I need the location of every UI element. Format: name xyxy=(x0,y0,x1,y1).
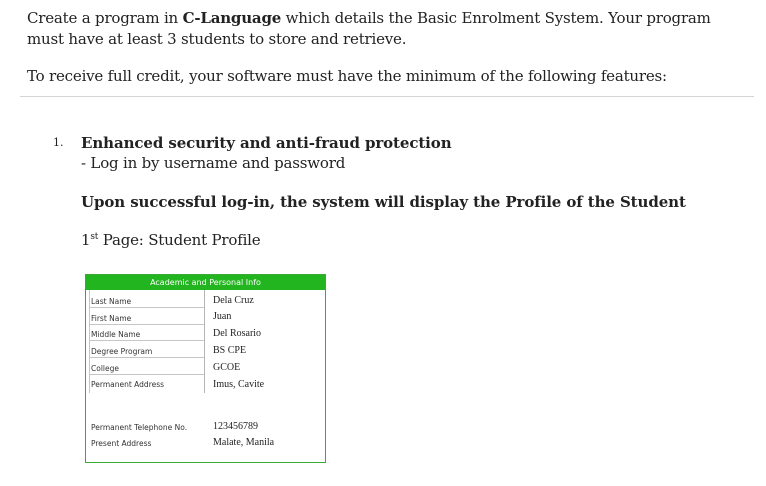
feature-heading: Enhanced security and anti-fraud protection xyxy=(81,134,452,152)
intro-language: C-Language xyxy=(182,9,282,27)
row-label: Middle Name xyxy=(91,330,141,339)
feature-description: - Log in by username and password xyxy=(81,154,346,172)
feature-number: 1. xyxy=(53,136,64,149)
row-value: Dela Cruz xyxy=(213,295,254,306)
section-divider xyxy=(20,96,754,97)
intro-text-end: which details the Basic Enrolment System. Your program must have at least 3 students to store and retrieve. xyxy=(27,9,711,48)
full-credit-note: To receive full credit, your software must have the minimum of the following features: xyxy=(27,67,667,85)
row-label: Last Name xyxy=(91,297,132,306)
row-line xyxy=(89,374,204,375)
row-value: BS CPE xyxy=(213,345,247,356)
row-line xyxy=(89,357,204,358)
row-label: Degree Program xyxy=(91,347,153,356)
profile-header: Academic and Personal Info xyxy=(86,275,325,290)
row-line xyxy=(89,340,204,341)
page-label-number: 1 xyxy=(81,231,91,249)
row-label: College xyxy=(91,364,119,373)
intro-text-start: Create a program in xyxy=(27,9,183,27)
intro-paragraph xyxy=(27,8,752,50)
row-label: First Name xyxy=(91,314,132,323)
success-note: Upon successful log-in, the system will display the Profile of the Student xyxy=(81,193,686,211)
row-label: Permanent Address xyxy=(91,380,165,389)
row-value: 123456789 xyxy=(213,421,258,432)
row-value: Juan xyxy=(213,311,232,322)
row-label: Present Address xyxy=(91,439,152,448)
row-value: Del Rosario xyxy=(213,328,262,339)
row-line xyxy=(89,324,204,325)
row-value: Imus, Cavite xyxy=(213,379,265,390)
row-label: Permanent Telephone No. xyxy=(91,423,188,432)
label-column-left-rule xyxy=(89,290,90,393)
column-divider xyxy=(204,290,205,393)
row-value: Malate, Manila xyxy=(213,437,275,448)
page-label-suffix: st xyxy=(90,232,99,242)
student-profile-table xyxy=(85,274,326,463)
page-label-text: Page: Student Profile xyxy=(98,231,261,249)
page-label xyxy=(81,230,260,250)
row-line xyxy=(89,307,204,308)
row-value: GCOE xyxy=(213,362,241,373)
